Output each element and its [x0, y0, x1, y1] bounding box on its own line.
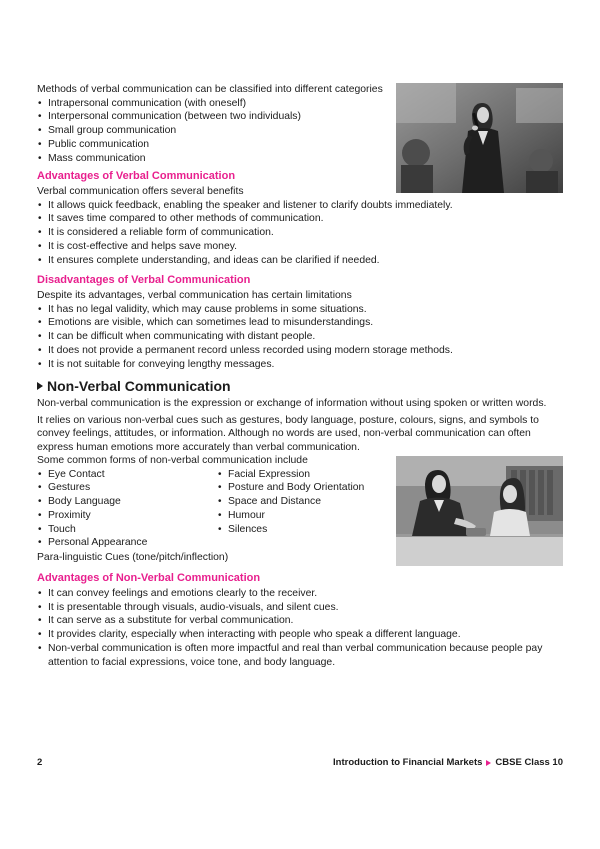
list-item: • Public communication: [37, 138, 387, 152]
forms-list-col1: [37, 468, 217, 550]
adv-nonverbal-list: [37, 587, 563, 669]
section-lead: Verbal communication offers several benefits: [37, 186, 244, 197]
list-item: • It provides clarity, especially when interacting with people who speak a different language.: [37, 628, 563, 642]
list-item: • It can convey feelings and emotions clearly to the receiver.: [37, 587, 563, 601]
list-item: • Interpersonal communication (between two individuals): [37, 110, 387, 124]
list-item: • Touch: [37, 523, 217, 537]
list-item: • Emotions are visible, which can sometimes lead to misunderstandings.: [37, 316, 563, 330]
nonverbal-forms: [37, 454, 387, 565]
list-item: • Personal Appearance: [37, 536, 217, 550]
list-item: • It is considered a reliable form of communication.: [37, 226, 563, 240]
list-item: • It ensures complete understanding, and ideas can be clarified if needed.: [37, 254, 563, 268]
conversation-photo: [396, 456, 563, 566]
section-heading: Advantages of Non-Verbal Communication: [37, 572, 261, 584]
list-item: • Space and Distance: [217, 495, 387, 509]
class-label: CBSE Class 10: [495, 757, 563, 768]
adv-verbal-list: [37, 199, 563, 268]
list-item: • Eye Contact: [37, 468, 217, 482]
list-item: • Proximity: [37, 509, 217, 523]
nonverbal-para1: Non-verbal communication is the expression or exchange of information without using spoken or written words.: [37, 398, 547, 409]
adv-nonverbal-section: [37, 571, 563, 669]
list-item: • Non-verbal communication is often more impactful and real than verbal communication because people pay attention to facial expressions, voice tone, and body language.: [37, 642, 563, 669]
triangle-bullet-icon: [37, 382, 43, 390]
list-item: • It allows quick feedback, enabling the speaker and listener to clarify doubts immediately.: [37, 199, 563, 213]
triangle-separator-icon: [486, 760, 491, 766]
nonverbal-section: [37, 378, 563, 455]
section-title-text: Non-Verbal Communication: [47, 378, 231, 394]
disadv-verbal-list: [37, 303, 563, 372]
section-heading: Disadvantages of Verbal Communication: [37, 274, 251, 286]
section-heading: Advantages of Verbal Communication: [37, 170, 236, 182]
list-item: • Humour: [217, 509, 387, 523]
disadv-verbal-section: [37, 273, 563, 371]
list-item: • It can serve as a substitute for verbal communication.: [37, 614, 563, 628]
nonverbal-para2: It relies on various non-verbal cues such as gestures, body language, posture, colours, signs, and symbols to convey feelings, attitudes, or information. Although no words are used, non-verbal communication can often express human emotions more accurately than verbal communication.: [37, 414, 539, 454]
forms-lead: Some common forms of non-verbal communication include: [37, 455, 308, 466]
list-item: • Mass communication: [37, 152, 387, 166]
list-item: • It does not provide a permanent record unless recorded using modern storage methods.: [37, 344, 563, 358]
verbal-methods-list: [37, 97, 387, 166]
list-item: • Intrapersonal communication (with oneself): [37, 97, 387, 111]
book-title: Introduction to Financial Markets: [333, 757, 483, 768]
list-item: • It is presentable through visuals, audio-visuals, and silent cues.: [37, 601, 563, 615]
adv-verbal-section: [37, 169, 563, 267]
section-title: [37, 378, 563, 394]
list-item: • It is cost-effective and helps save money.: [37, 240, 563, 254]
forms-list-col2: [217, 468, 387, 550]
running-footer: [333, 757, 563, 768]
list-item: • It can be difficult when communicating with distant people.: [37, 330, 563, 344]
list-item: • Silences: [217, 523, 387, 537]
list-item: • Facial Expression: [217, 468, 387, 482]
list-item: • It saves time compared to other methods of communication.: [37, 212, 563, 226]
paralinguistic-note: Para-linguistic Cues (tone/pitch/inflection): [37, 551, 229, 563]
list-item: • It is not suitable for conveying lengthy messages.: [37, 358, 563, 372]
list-item: • Gestures: [37, 481, 217, 495]
list-item: • Body Language: [37, 495, 217, 509]
list-item: • Posture and Body Orientation: [217, 481, 387, 495]
page-number: 2: [37, 757, 43, 768]
intro-lead: Methods of verbal communication can be classified into different categories: [37, 84, 383, 95]
list-item: • Small group communication: [37, 124, 387, 138]
intro-section: [37, 83, 387, 165]
list-item: • It has no legal validity, which may cause problems in some situations.: [37, 303, 563, 317]
section-lead: Despite its advantages, verbal communication has certain limitations: [37, 290, 352, 301]
